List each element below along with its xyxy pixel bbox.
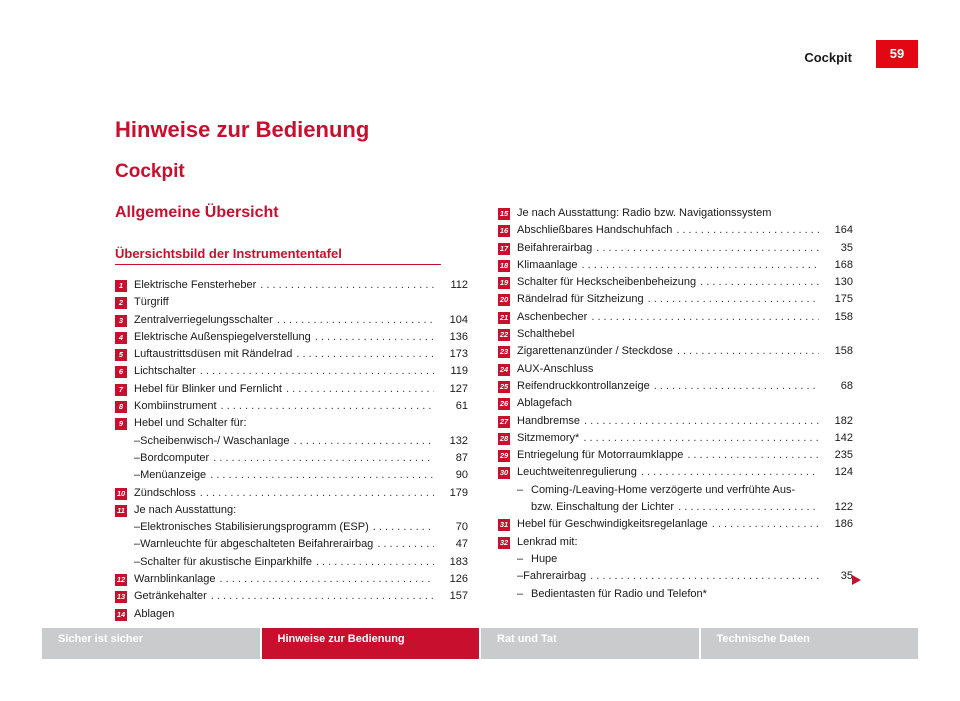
dot-leader — [211, 588, 434, 605]
legend-item — [498, 343, 853, 360]
footer-tab[interactable]: Rat und Tat — [481, 628, 701, 659]
dash-bullet: – — [134, 538, 141, 551]
dot-leader — [277, 312, 434, 329]
item-number-badge: 5 — [115, 349, 127, 361]
legend-item — [115, 554, 468, 571]
item-page-ref[interactable]: 119 — [450, 365, 468, 378]
item-number-badge: 7 — [115, 384, 127, 396]
legend-item — [498, 205, 853, 222]
item-label: Zündschloss — [134, 486, 196, 499]
item-label: Scheibenwisch-/ Waschanlage — [140, 434, 290, 447]
item-label: Zigarettenanzünder / Steckdose — [517, 345, 673, 358]
item-number-badge: 4 — [115, 332, 127, 344]
legend-item — [498, 222, 853, 239]
item-label: Schalthebel — [517, 328, 575, 341]
item-number-badge: 2 — [115, 297, 127, 309]
item-page-ref[interactable]: 130 — [834, 276, 853, 289]
item-label: Menüanzeige — [140, 469, 207, 482]
legend-item — [498, 361, 853, 378]
footer-tab[interactable]: Hinweise zur Bedienung — [262, 628, 482, 659]
dash-bullet: – — [134, 451, 141, 464]
item-label: AUX-Anschluss — [517, 362, 594, 375]
item-number-badge: 23 — [499, 347, 509, 357]
item-label: Ablagefach — [517, 397, 573, 410]
dot-leader — [220, 571, 434, 588]
legend-item — [498, 568, 853, 585]
item-label: Handbremse — [517, 414, 580, 427]
item-page-ref[interactable]: 186 — [834, 518, 853, 531]
legend-item — [498, 326, 853, 343]
item-label: Elektrische Außenspiegelverstellung — [134, 330, 311, 343]
subsection-title: Allgemeine Übersicht — [115, 204, 279, 221]
item-number-badge: 15 — [499, 209, 509, 218]
item-page-ref[interactable]: 168 — [834, 258, 853, 271]
legend-item — [115, 519, 468, 536]
dot-leader — [590, 568, 819, 585]
dot-leader — [596, 240, 819, 257]
legend-item — [498, 499, 853, 516]
item-number-badge: 18 — [499, 260, 509, 270]
item-page-ref[interactable]: 164 — [834, 224, 853, 237]
dash-bullet: – — [517, 483, 524, 496]
item-label: Elektronisches Stabilisierungsprogramm (ESP) — [140, 521, 369, 534]
item-label: Klimaanlage — [517, 258, 578, 271]
dot-leader — [583, 430, 819, 447]
legend-item — [115, 363, 468, 380]
dot-leader — [584, 413, 819, 430]
item-label: Türgriff — [134, 296, 169, 309]
figure-heading: Übersichtsbild der Instrumententafel — [115, 246, 441, 265]
legend-item — [498, 378, 853, 395]
item-number-badge: 11 — [115, 505, 127, 517]
legend-item — [498, 309, 853, 326]
item-number-badge: 26 — [499, 399, 509, 409]
legend-item — [115, 502, 468, 519]
item-page-ref[interactable]: 70 — [455, 521, 468, 534]
legend-item — [115, 277, 468, 294]
item-number-badge: 12 — [116, 575, 126, 585]
legend-item — [498, 447, 853, 464]
dot-leader — [377, 536, 434, 553]
dash-bullet: – — [517, 552, 524, 565]
item-page-ref[interactable]: 157 — [449, 590, 468, 603]
dash-bullet: – — [134, 469, 141, 482]
legend-item — [115, 450, 468, 467]
item-number-badge: 28 — [499, 433, 509, 443]
dash-bullet: – — [134, 434, 141, 447]
item-number-badge: 14 — [116, 609, 126, 619]
legend-item — [498, 464, 853, 481]
footer-tab[interactable]: Sicher ist sicher — [42, 628, 262, 659]
running-header-title: Cockpit — [804, 50, 852, 65]
left-legend-list — [115, 277, 468, 623]
item-page-ref[interactable]: 61 — [455, 400, 468, 413]
section-title: Cockpit — [115, 161, 185, 182]
dot-leader — [591, 309, 819, 326]
legend-item — [498, 586, 853, 603]
item-number-badge: 24 — [499, 364, 509, 374]
item-number-badge: 27 — [499, 416, 509, 426]
item-label: Abschließbares Handschuhfach — [517, 224, 673, 237]
item-label: Lenkrad mit: — [517, 535, 578, 548]
dot-leader — [582, 257, 819, 274]
legend-item — [115, 381, 468, 398]
legend-item — [498, 430, 853, 447]
dot-leader — [213, 450, 434, 467]
legend-item — [115, 433, 468, 450]
legend-item — [498, 240, 853, 257]
dot-leader — [373, 519, 434, 536]
triangle-right-icon[interactable] — [852, 575, 861, 585]
dash-bullet: – — [517, 570, 524, 583]
item-number-badge: 6 — [115, 366, 127, 378]
dash-bullet: – — [134, 521, 141, 534]
item-page-ref[interactable]: 87 — [455, 451, 468, 464]
legend-item — [115, 329, 468, 346]
item-page-ref[interactable]: 127 — [449, 382, 468, 395]
item-label: Beifahrerairbag — [517, 241, 593, 254]
item-page-ref[interactable]: 47 — [455, 538, 468, 551]
legend-item — [115, 294, 468, 311]
item-number-badge: 22 — [499, 330, 509, 340]
dot-leader — [677, 343, 819, 360]
item-number-badge: 9 — [115, 418, 127, 430]
item-number-badge: 21 — [499, 312, 509, 322]
item-label: Bordcomputer — [140, 451, 210, 464]
item-page-ref[interactable]: 235 — [834, 449, 853, 462]
dot-leader — [678, 499, 819, 516]
dot-leader — [700, 274, 819, 291]
item-page-ref[interactable]: 136 — [449, 330, 468, 343]
dot-leader — [286, 381, 434, 398]
item-page-ref[interactable]: 126 — [449, 573, 468, 586]
legend-item — [115, 536, 468, 553]
dot-leader — [712, 516, 819, 533]
item-label: Warnleuchte für abgeschalteten Beifahrerairbag — [140, 538, 374, 551]
footer-chapter-tabs — [42, 628, 918, 659]
item-label: Coming-/Leaving-Home verzögerte und verfrühte Aus- — [531, 483, 796, 496]
dot-leader — [315, 329, 434, 346]
legend-item — [115, 415, 468, 432]
item-label: Luftaustrittsdüsen mit Rändelrad — [134, 348, 293, 361]
item-number-badge: 3 — [115, 315, 127, 327]
legend-item — [498, 413, 853, 430]
item-number-badge: 20 — [499, 295, 509, 305]
item-page-ref[interactable]: 124 — [834, 466, 853, 479]
item-page-ref[interactable]: 90 — [455, 469, 468, 482]
item-label: Hupe — [531, 552, 558, 565]
item-number-badge: 19 — [499, 278, 509, 288]
dot-leader — [316, 554, 434, 571]
item-page-ref[interactable]: 142 — [834, 431, 853, 444]
dot-leader — [294, 433, 434, 450]
legend-item — [498, 291, 853, 308]
item-number-badge: 13 — [116, 592, 126, 602]
item-page-ref[interactable]: 104 — [449, 313, 468, 326]
item-label: Hebel für Geschwindigkeitsregelanlage — [517, 518, 708, 531]
dot-leader — [648, 291, 819, 308]
legend-item — [498, 516, 853, 533]
item-label: Zentralverriegelungsschalter — [134, 313, 273, 326]
item-label: Schalter für Heckscheibenbeheizung — [517, 276, 697, 289]
dash-bullet: – — [517, 587, 524, 600]
item-number-badge: 29 — [499, 451, 509, 461]
item-label: Sitzmemory* — [517, 431, 580, 444]
item-label: Lichtschalter — [134, 365, 196, 378]
legend-item — [498, 274, 853, 291]
legend-item — [498, 395, 853, 412]
item-label: bzw. Einschaltung der Lichter — [531, 501, 675, 514]
item-label: Getränkehalter — [134, 590, 207, 603]
legend-item — [115, 346, 468, 363]
item-number-badge: 10 — [116, 488, 126, 498]
dot-leader — [641, 464, 819, 481]
item-page-ref[interactable]: 158 — [834, 345, 853, 358]
legend-item — [498, 551, 853, 568]
dot-leader — [676, 222, 819, 239]
item-label: Warnblinkanlage — [134, 573, 216, 586]
item-label: Elektrische Fensterheber — [134, 279, 257, 291]
item-label: Schalter für akustische Einparkhilfe — [140, 555, 312, 568]
legend-item — [498, 482, 853, 499]
item-page-ref[interactable]: 35 — [840, 570, 853, 583]
item-label: Je nach Ausstattung: Radio bzw. Navigationssystem — [517, 207, 772, 219]
dot-leader — [687, 447, 819, 464]
item-page-ref[interactable]: 122 — [834, 501, 853, 514]
item-label: Rändelrad für Sitzheizung — [517, 293, 644, 306]
legend-item — [115, 571, 468, 588]
item-page-ref[interactable]: 132 — [449, 434, 468, 447]
item-page-ref[interactable]: 182 — [834, 414, 853, 427]
item-number-badge: 16 — [499, 226, 509, 236]
item-label: Leuchtweitenregulierung — [517, 466, 637, 479]
item-label: Aschenbecher — [517, 310, 588, 323]
item-label: Kombiinstrument — [134, 400, 217, 413]
dot-leader — [296, 346, 434, 363]
dot-leader — [654, 378, 819, 395]
item-label: Hebel für Blinker und Fernlicht — [134, 382, 282, 395]
dot-leader — [221, 398, 434, 415]
item-page-ref[interactable]: 179 — [449, 486, 468, 499]
item-label: Bedientasten für Radio und Telefon* — [531, 587, 707, 600]
item-page-ref[interactable]: 175 — [834, 293, 853, 306]
chapter-title: Hinweise zur Bedienung — [115, 117, 370, 142]
item-label: Hebel und Schalter für: — [134, 417, 247, 430]
dot-leader — [200, 363, 434, 380]
item-page-ref[interactable]: 112 — [450, 279, 468, 291]
item-page-ref[interactable]: 35 — [840, 241, 853, 254]
page-number: 59 — [876, 40, 918, 68]
item-page-ref[interactable]: 158 — [834, 310, 853, 323]
item-number-badge: 25 — [499, 381, 509, 391]
legend-item — [115, 588, 468, 605]
footer-tab[interactable]: Technische Daten — [701, 628, 919, 659]
item-number-badge: 1 — [115, 280, 127, 292]
dot-leader — [260, 277, 434, 294]
legend-item — [115, 467, 468, 484]
legend-item — [115, 485, 468, 502]
dot-leader — [210, 467, 434, 484]
item-label: Je nach Ausstattung: — [134, 503, 237, 516]
item-page-ref[interactable]: 183 — [449, 555, 468, 568]
legend-item — [498, 257, 853, 274]
item-page-ref[interactable]: 173 — [449, 348, 468, 361]
legend-item — [115, 398, 468, 415]
item-number-badge: 32 — [499, 537, 509, 547]
item-label: Ablagen — [134, 607, 175, 620]
legend-item — [115, 312, 468, 329]
item-number-badge: 30 — [499, 468, 509, 478]
item-number-badge: 31 — [499, 520, 509, 530]
right-legend-list — [498, 205, 853, 603]
item-label: Entriegelung für Motorraumklappe — [517, 449, 684, 462]
item-page-ref[interactable]: 68 — [840, 379, 853, 392]
item-label: Reifendruckkontrollanzeige — [517, 379, 650, 392]
item-label: Fahrerairbag — [523, 570, 587, 583]
item-number-badge: 17 — [499, 243, 509, 253]
item-number-badge: 8 — [115, 401, 127, 413]
legend-item — [498, 534, 853, 551]
legend-item — [115, 606, 468, 623]
dot-leader — [200, 485, 434, 502]
dash-bullet: – — [134, 555, 141, 568]
